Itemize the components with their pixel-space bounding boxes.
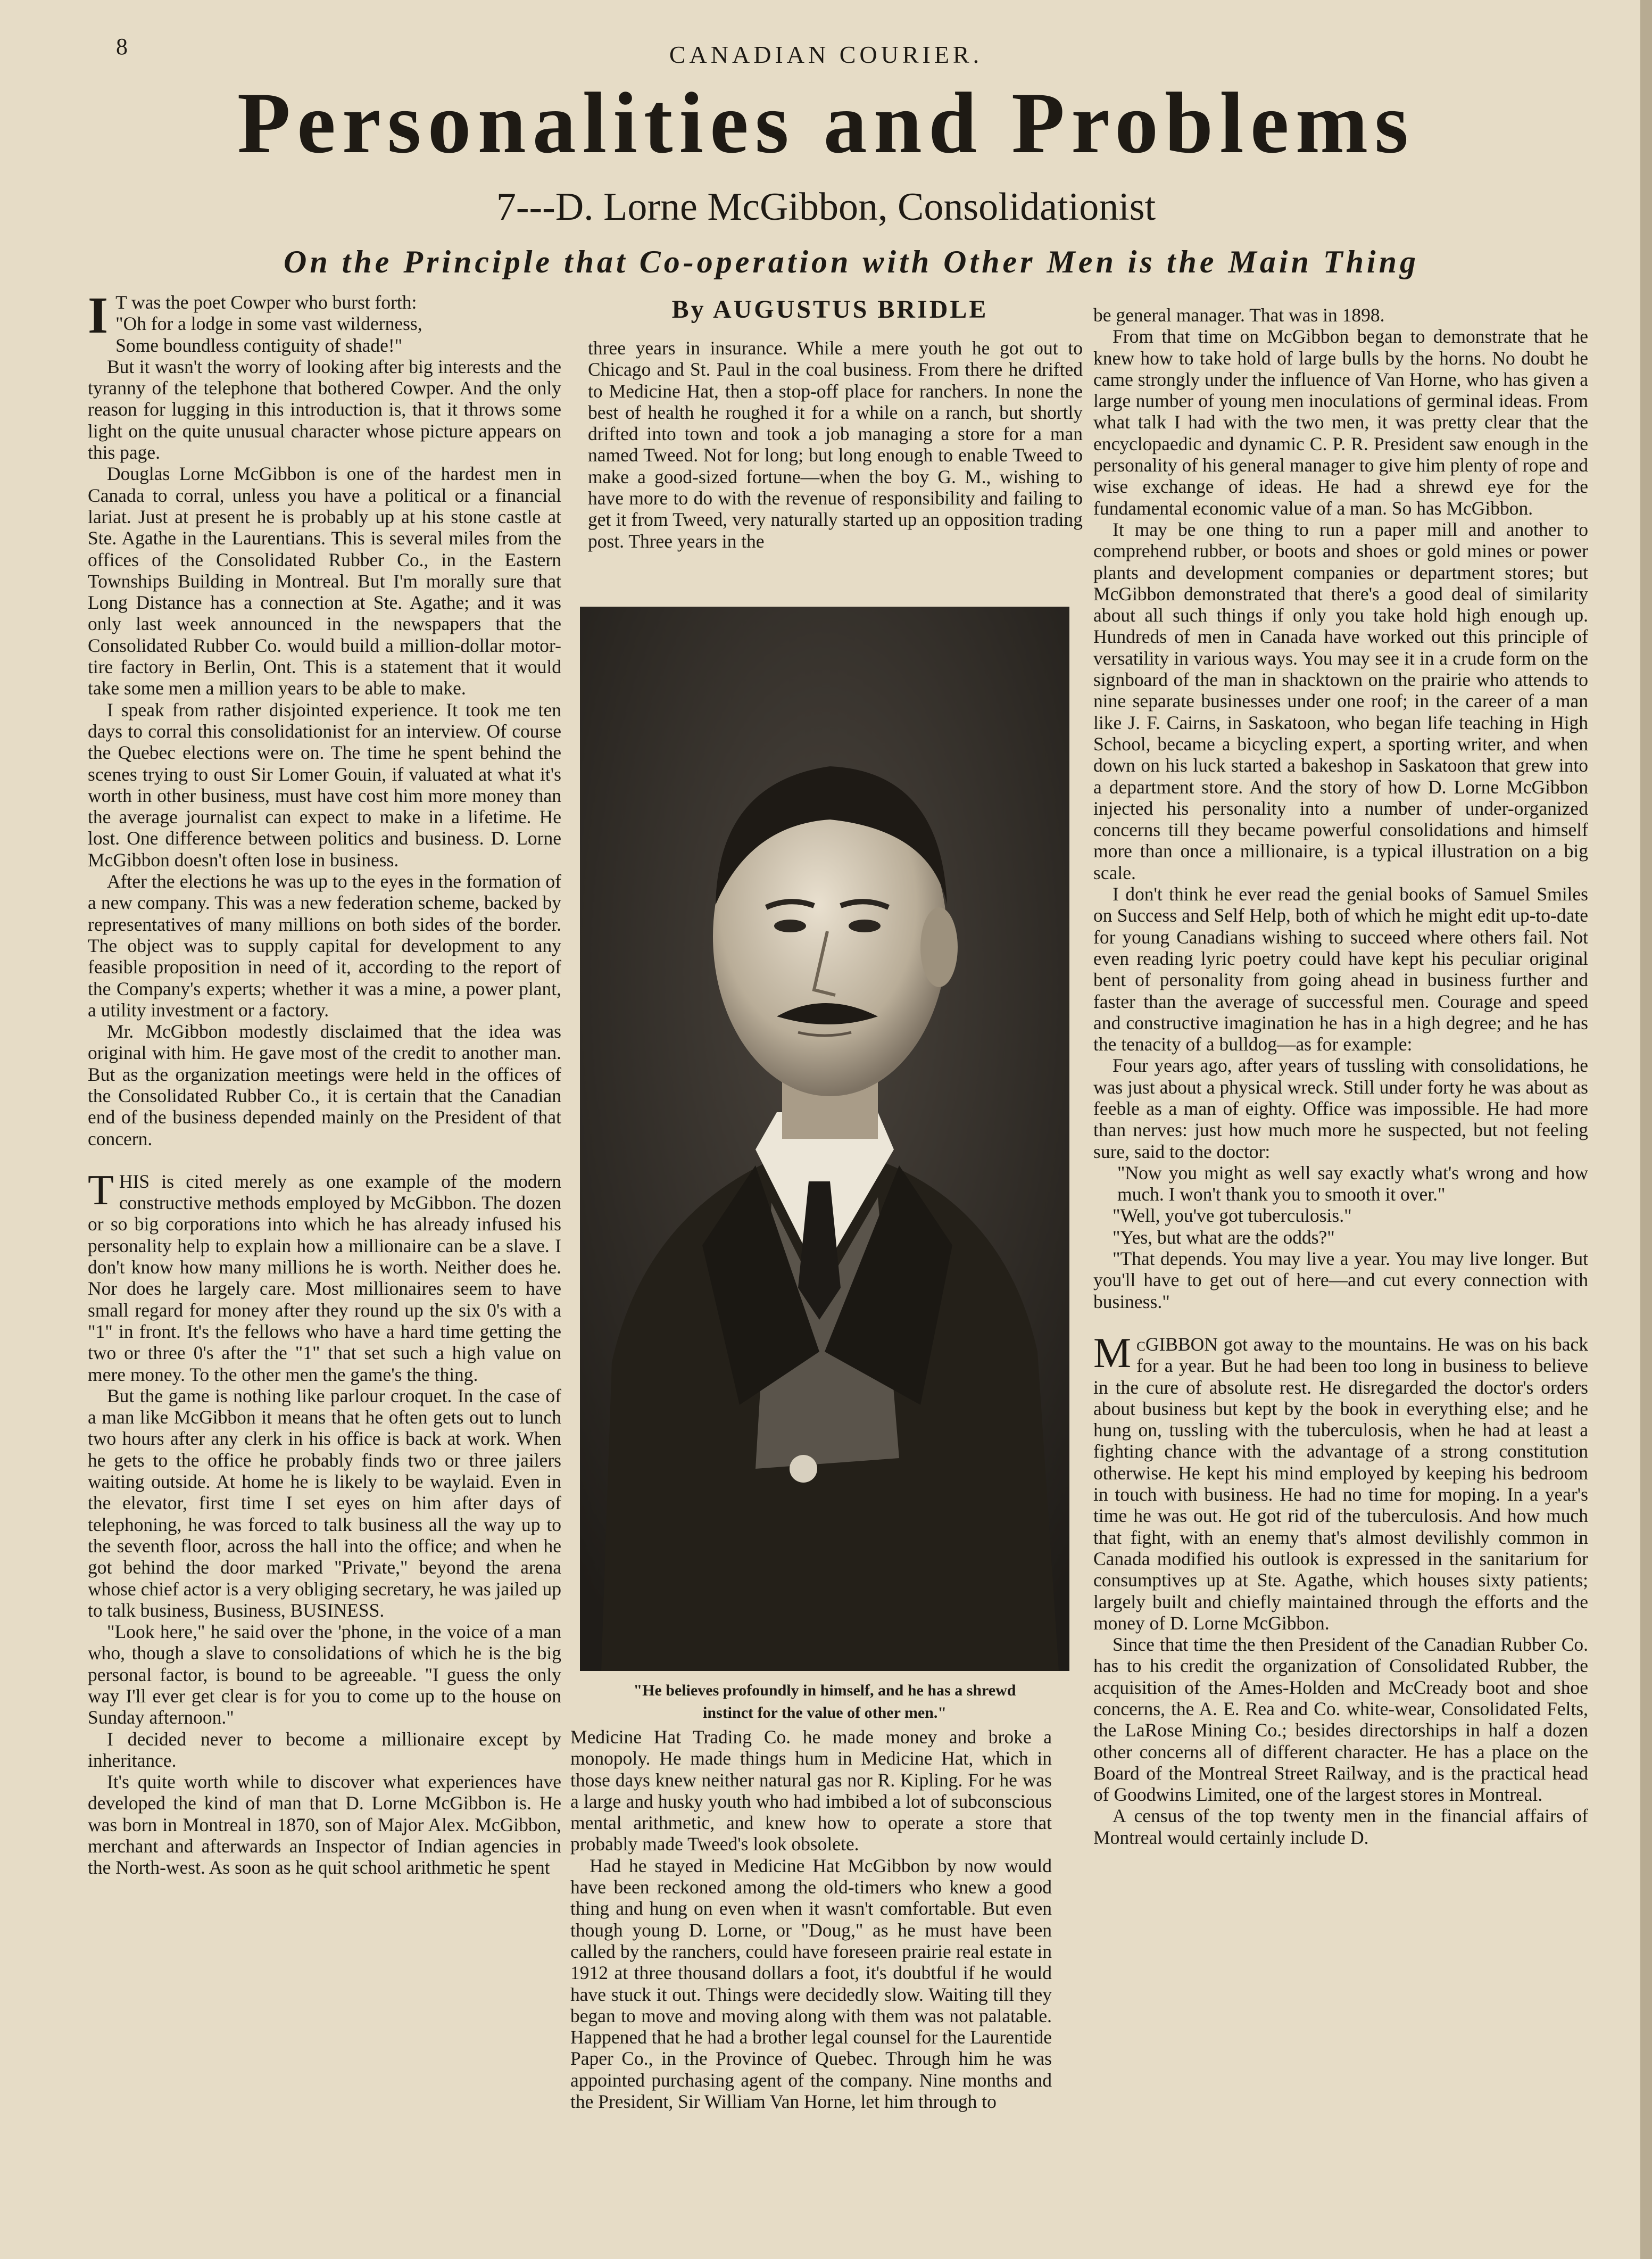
paragraph: Since that time the then President of the Canadian Rubber Co. has to his credit the organization of Consolidated Rubber, the acquisition of the Ames-Holden and McCready boot and shoe concerns, the A. E. Rea and Co. white-wear, Consolidated Felts, the LaRose Mining Co.; besides directorships in half a dozen other concerns all of different character. He has a place on the Board of the Montreal Street Railway, and is the practical head of Goodwins Limited, one of the largest stores in Montreal. bbox=[1093, 1634, 1588, 1806]
running-head: CANADIAN COURIER. bbox=[669, 41, 983, 68]
column-2-bottom bbox=[570, 1726, 1052, 2112]
byline: By AUGUSTUS BRIDLE bbox=[671, 295, 989, 324]
paragraph: Had he stayed in Medicine Hat McGibbon by now would have been reckoned among the old-timers who knew a good thing and hung on even when it wasn't comfortable. But even though young D. Lorne, or "Doug," as he must have been called by the ranchers, could have foreseen prairie real estate in 1912 at three thousand dollars a foot, it's doubtful if he would have stuck it out. Things were decidedly slow. Waiting till they began to move and moving along with them was not palatable. Happened that he had a brother legal counsel for the Laurentide Paper Co., in the Province of Quebec. Through him he was appointed purchasing agent of the company. Nine months and the President, Sir William Van Horne, let him through to bbox=[570, 1855, 1052, 2113]
paragraph: I don't think he ever read the genial books of Samuel Smiles on Success and Self Help, both of which he might edit up-to-date for young Canadians wishing to succeed where others fail. Not even reading lyric poetry could have kept his peculiar original bent of personality from going ahead in business further and faster than the average of successful men. Courage and speed and constructive imagination he has in a high degree; and he has the tenacity of a bulldog—as for example: bbox=[1093, 883, 1588, 1055]
article-deck: On the Principle that Co-operation with Other Men is the Main Thing bbox=[284, 244, 1419, 279]
portrait-illustration bbox=[580, 607, 1069, 1671]
paragraph: "Now you might as well say exactly what's wrong and how much. I won't thank you to smooth it over." bbox=[1117, 1162, 1588, 1205]
page-number: 8 bbox=[116, 34, 128, 60]
paragraph: But it wasn't the worry of looking after big interests and the tyranny of the telephone that bothered Cowper. And the only reason for lugging in this introduction is, that it throws some light on the quite unusual character whose picture appears on this page. bbox=[88, 355, 561, 464]
photo-caption: "He believes profoundly in himself, and he has a shrewd instinct for the value of other men." bbox=[633, 1682, 1016, 1722]
drop-cap: I bbox=[88, 287, 109, 344]
paragraph: THIS is cited merely as one example of the modern constructive methods employed by McGibbon. The dozen or so big corporations into which he has already infused his personality help to explain how a millionaire can be a slave. I don't know how many millions he is worth. Neither does he. Nor does he largely care. Most millionaires seem to have small regard for money after they round up the six 0's with a "1" in front. It's the fellows who have a hard time getting the two or three 0's after the "1" that set such a high value on mere money. To the other men the game's the thing. bbox=[88, 1166, 561, 1385]
column-2-top bbox=[588, 337, 1083, 552]
paragraph: Mr. McGibbon modestly disclaimed that the idea was original with him. He gave most of the credit to another man. But as the organization meetings were held in the offices of the Consolidated Rubber Co., it is certain that the Canadian end of the business depended mainly on the President of that concern. bbox=[88, 1021, 561, 1149]
paragraph: Douglas Lorne McGibbon is one of the hardest men in Canada to corral, unless you have a political or a financial lariat. Just at present he is probably up at his stone castle at Ste. Agathe in the Laurentians. This is several miles from the offices of the Consolidated Rubber Co., in the Eastern Townships Building in Montreal. But I'm morally sure that Long Distance has a connection at Ste. Agathe; and it was only last week announced in the newspapers that the Consolidated Rubber Co. would build a million-dollar motor-tire factory in Berlin, Ont. This is a statement that it would take some men a million years to be able to make. bbox=[88, 463, 561, 699]
paragraph: "Yes, but what are the odds?" bbox=[1113, 1226, 1335, 1248]
paragraph: Medicine Hat Trading Co. he made money and broke a monopoly. He made things hum in Medicine Hat, which in those days knew neither natural gas nor R. Kipling. For he was a large and husky youth who had imbibed a lot of subconscious mental arithmetic, and knew how to operate a store that probably made Tweed's look obsolete. bbox=[570, 1726, 1052, 1855]
paragraph: be general manager. That was in 1898. bbox=[1093, 304, 1385, 326]
paragraph: McGIBBON got away to the mountains. He was on his back for a year. But he had been too long in business to believe in the cure of absolute rest. He disregarded the doctor's orders about business but kept by the book in everything else; and he hung on, tussling with the tuberculosis, when he had at least a fighting chance with the advantage of a strong constitution otherwise. He kept his mind employed by keeping his bedroom in touch with business. He had no time for moping. In a year's time he was out. He got rid of the tuberculosis. And how much that fight, with an enemy that's almost devilishly common in Canada modified his outlook is expressed in the sanitarium for consumptives up at Ste. Agathe, which houses sixty patients; largely built and chiefly maintained through the efforts and the money of D. Lorne McGibbon. bbox=[1093, 1329, 1588, 1634]
paragraph: three years in insurance. While a mere youth he got out to Chicago and St. Paul in the coal business. From there he drifted to Medicine Hat, then a stop-off place for ranchers. In none the best of health he roughed it for a while on a ranch, but shortly drifted into town and took a job managing a store for a man named Tweed. Not for long; but long enough to enable Tweed to make a good-sized fortune—when the boy G. M., wishing to have more to do with the revenue of responsibility and failing to get it from Tweed, very naturally started up an opposition trading post. Three years in the bbox=[588, 337, 1083, 552]
poem-line: "Oh for a lodge in some vast wilderness, bbox=[115, 313, 422, 335]
column-3 bbox=[1093, 304, 1588, 1848]
paragraph: "Look here," he said over the 'phone, in the voice of a man who, though a slave to consolidations of which he is the big personal factor, is bound to be agreeable. "I guess the only way I'll ever get clear is for you to come up to the house on Sunday afternoon." bbox=[88, 1621, 561, 1728]
portrait-photo bbox=[580, 607, 1069, 1671]
paragraph: After the elections he was up to the eyes in the formation of a new company. This was a new federation scheme, backed by representatives of many millions on both sides of the border. The object was to supply capital for development to any feasible proposition in need of it, according to the report of the Company's experts; whether it was a mine, a power plant, a utility investment or a factory. bbox=[88, 871, 561, 1021]
article-subtitle: 7---D. Lorne McGibbon, Consolidationist bbox=[496, 185, 1156, 229]
drop-cap: M bbox=[1093, 1329, 1132, 1377]
poem-line: Some boundless contiguity of shade!" bbox=[115, 334, 403, 356]
paragraph: From that time on McGibbon began to demonstrate that he knew how to take hold of large bulls by the horns. No doubt he came strongly under the influence of Van Horne, who has given a large number of young men inoculations of germinal ideas. From what talk I had with the two men, it was pretty clear that the encyclopaedic and dynamic C. P. R. President saw enough in the personality of his general manager to give him plenty of rope and wise exchange of ideas. He had a shrewd eye for the fundamental economic value of a man. So has McGibbon. bbox=[1093, 326, 1588, 519]
paragraph: I speak from rather disjointed experience. It took me ten days to corral this consolidationist for an interview. Of course the Quebec elections were on. The time he spent behind the scenes trying to oust Sir Lomer Gouin, if valuated at what it's worth in other business, must have cost him more money than the average journalist can expect to make in a lifetime. He lost. One difference between politics and business. D. Lorne McGibbon doesn't often lose in business. bbox=[88, 699, 561, 871]
paragraph: A census of the top twenty men in the financial affairs of Montreal would certainly include D. bbox=[1093, 1805, 1588, 1848]
paragraph: But the game is nothing like parlour croquet. In the case of a man like McGibbon it means that he often gets out to lunch two hours after any clerk in his office is back at work. When he gets to the office he probably finds two or three jailers waiting outside. At home he is likely to be waylaid. Even in the elevator, first time I set eyes on him after days of telephoning, he was forced to talk business all the way up to the seventh floor, across the hall into the office; and when he got behind the door marked "Private," beyond the arena whose chief actor is a very obliging secretary, he was jailed up to talk business, Business, BUSINESS. bbox=[88, 1385, 561, 1621]
paragraph: "Well, you've got tuberculosis." bbox=[1113, 1205, 1352, 1227]
paragraph: It may be one thing to run a paper mill and another to comprehend rubber, or boots and shoes or gold mines or power plants and development companies or department stores; but McGibbon demonstrated that there's a good deal of similarity about all such things if only you take hold high enough up. Hundreds of men in Canada have worked out this principle of versatility in various ways. You may see it in a crude form on the signboard of the man in shacktown on the prairie who attends to nine separate businesses under one roof; in the career of a man like J. F. Cairns, in Saskatoon, who began life teaching in High School, became a bicycling expert, a sporting writer, and when down on his luck started a bakeshop in Saskatoon that grew into a department store. And the story of how D. Lorne McGibbon injected his personality into a number of under-organized concerns till they became powerful consolidations and himself more than once a millionaire, is a typical illustration on a big scale. bbox=[1093, 518, 1588, 883]
paragraph: "That depends. You may live a year. You may live longer. But you'll have to get out of here—and cut every connection with business." bbox=[1093, 1248, 1588, 1312]
column-1 bbox=[88, 287, 561, 1879]
article-title: Personalities and Problems bbox=[237, 75, 1415, 171]
paragraph: It's quite worth while to discover what experiences have developed the kind of man that D. Lorne McGibbon is. He was born in Montreal in 1870, son of Major Alex. McGibbon, merchant and afterwards an Inspector of Indian agencies in the North-west. As soon as he quit school arithmetic he spent bbox=[88, 1771, 561, 1879]
paragraph: I decided never to become a millionaire except by inheritance. bbox=[88, 1728, 561, 1771]
page-edge bbox=[1640, 0, 1652, 2259]
paragraph: Four years ago, after years of tussling with consolidations, he was just about a physical wreck. Still under forty he was about as feeble as a man of eighty. Office was impossible. He had more than nerves: just how much more he suspected, but not feeling sure, said to the doctor: bbox=[1093, 1055, 1588, 1162]
paragraph: I T was the poet Cowper who burst forth: bbox=[88, 287, 417, 344]
drop-cap: T bbox=[88, 1166, 114, 1214]
